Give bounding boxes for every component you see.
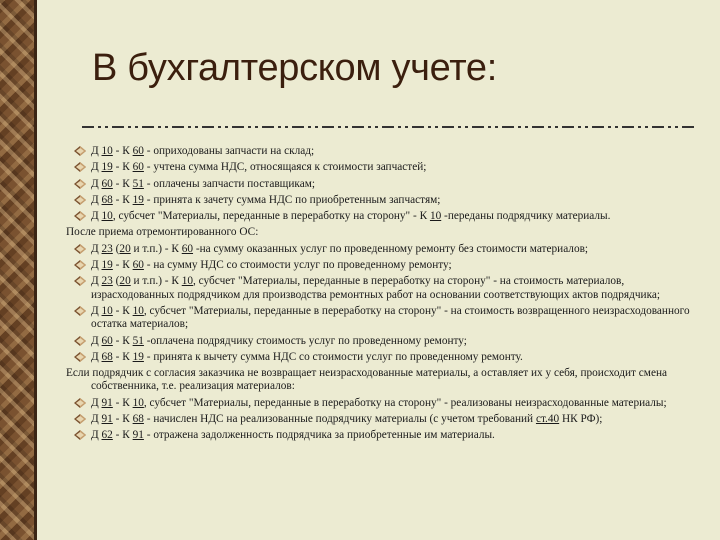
text-run: Д (91, 161, 102, 174)
account-number: 10 (101, 210, 113, 223)
paragraph (66, 367, 706, 394)
text-run: - оприходованы запчасти на склад; (143, 145, 315, 157)
list-item (66, 413, 706, 426)
text-run: Д (91, 177, 102, 190)
bullet-icon (73, 243, 87, 255)
text-run: НК РФ); (559, 413, 603, 426)
list-item (66, 243, 706, 256)
account-number: 62 (101, 429, 113, 442)
text-run: - К (112, 304, 133, 317)
account-number: 10 (181, 275, 194, 288)
account-number: 19 (101, 259, 113, 272)
account-number: 91 (101, 396, 113, 409)
item-text (66, 367, 706, 394)
account-number: 91 (101, 413, 113, 426)
account-number: 19 (101, 161, 113, 174)
text-run: - К (112, 259, 133, 272)
account-number: ст.40 (535, 413, 560, 426)
list-item (66, 161, 706, 174)
account-number: 51 (132, 177, 144, 190)
text-run: и т.п.) - К (130, 242, 182, 255)
text-run: , субсчет "Материалы, переданные в переработку на сторону" - на стоимость материалов, израсходованных подрядчиком для производства ремонтных работ на основании соответствующих актов подрядчика; (91, 275, 661, 301)
account-number: 10 (101, 304, 113, 317)
account-number: 19 (132, 350, 144, 363)
text-run: Д (91, 259, 102, 272)
account-number: 68 (132, 413, 144, 426)
item-text (91, 210, 610, 222)
text-run: Д (91, 413, 102, 426)
text-run: - К (112, 429, 133, 442)
text-run: Д (91, 193, 102, 206)
bullet-icon (73, 351, 87, 363)
account-number: 68 (101, 350, 113, 363)
text-run: - на сумму НДС со стоимости услуг по проведенному ремонту; (143, 259, 452, 272)
account-number: 60 (181, 242, 194, 255)
item-text (91, 305, 690, 330)
bullet-icon (73, 194, 87, 206)
item-text (91, 161, 426, 173)
item-text (91, 259, 452, 271)
account-number: 60 (132, 259, 144, 272)
text-run: -оплачена подрядчику стоимость услуг по проведенному ремонту; (143, 334, 467, 347)
account-number: 60 (101, 334, 113, 347)
text-run: Д (91, 210, 102, 223)
account-number: 10 (429, 210, 442, 223)
account-number: 19 (132, 193, 144, 206)
account-number: 68 (101, 193, 113, 206)
text-run: - К (112, 145, 133, 157)
bullet-icon (73, 259, 87, 271)
text-run: - учтена сумма НДС, относящаяся к стоимости запчастей; (143, 161, 427, 174)
text-run: Д (91, 334, 102, 347)
text-run: После приема отремонтированного ОС: (66, 226, 259, 239)
text-run: Д (91, 429, 102, 442)
text-run: - К (112, 334, 133, 347)
text-run: - К (112, 413, 133, 426)
paragraph (66, 226, 706, 239)
bullet-icon (73, 305, 87, 317)
text-run: -переданы подрядчику материалы. (441, 210, 611, 223)
item-text (91, 335, 467, 347)
list-item (66, 178, 706, 191)
text-run: - отражена задолженность подрядчика за приобретенные им материалы. (143, 429, 495, 442)
bullet-icon (73, 335, 87, 347)
text-run: Д (91, 242, 102, 255)
text-run: ( (112, 242, 120, 255)
decorative-side-strip (0, 0, 34, 540)
list-item (66, 145, 706, 158)
side-strip-border (34, 0, 37, 540)
text-run: - принята к вычету сумма НДС со стоимости услуг по проведенному ремонту. (143, 350, 523, 363)
list-item (66, 397, 706, 410)
text-run: - К (112, 161, 133, 174)
bullet-icon (73, 429, 87, 441)
item-text (91, 243, 588, 255)
list-item (66, 194, 706, 207)
text-run: Если подрядчик с согласия заказчика не возвращает неизрасходованные материалы, а оставляет их у себя, происходит смена собственника, т.е. реализация материалов: (66, 367, 668, 393)
text-run: - принята к зачету сумма НДС по приобретенным запчастям; (143, 193, 441, 206)
bullet-icon (73, 397, 87, 409)
account-number: 51 (132, 334, 144, 347)
bullet-icon (73, 161, 87, 173)
text-run: Д (91, 396, 102, 409)
text-run: -на сумму оказанных услуг по проведенному ремонту без стоимости материалов; (193, 242, 589, 255)
item-text (66, 226, 706, 239)
text-run: и т.п.) - К (130, 275, 182, 288)
account-number: 23 (101, 275, 113, 288)
item-text (91, 397, 667, 409)
account-number: 91 (132, 429, 144, 442)
account-number: 10 (101, 145, 113, 157)
account-number: 10 (132, 304, 144, 317)
bullet-icon (73, 145, 87, 157)
list-item (66, 335, 706, 348)
slide-body (66, 145, 706, 446)
bullet-icon (73, 178, 87, 190)
list-item (66, 210, 706, 223)
text-run: , субсчет "Материалы, переданные в переработку на сторону" - реализованы неизрасходованные материалы; (143, 396, 667, 409)
item-text (91, 429, 495, 441)
item-text (91, 351, 523, 363)
bullet-icon (73, 413, 87, 425)
text-run: Д (91, 350, 102, 363)
account-number: 20 (119, 242, 131, 255)
item-text (91, 178, 315, 190)
slide-title: В бухгалтерском учете: (92, 47, 498, 89)
text-run: , субсчет "Материалы, переданные в переработку на сторону" - К (112, 210, 430, 223)
account-number: 23 (101, 242, 113, 255)
text-run: - К (112, 193, 133, 206)
text-run: - оплачены запчасти поставщикам; (143, 177, 316, 190)
bullet-icon (73, 275, 87, 287)
bullet-icon (73, 210, 87, 222)
text-run: Д (91, 275, 102, 288)
item-text (91, 194, 440, 206)
list-item (66, 429, 706, 442)
list-item (66, 275, 706, 302)
account-number: 20 (119, 275, 131, 288)
text-run: Д (91, 145, 102, 157)
account-number: 10 (132, 396, 144, 409)
list-item (66, 259, 706, 272)
text-run: - К (112, 350, 133, 363)
title-divider (82, 126, 694, 128)
text-run: ( (112, 275, 120, 288)
item-text (91, 413, 602, 425)
account-number: 60 (132, 161, 144, 174)
item-text (91, 145, 314, 157)
text-run: - начислен НДС на реализованные подрядчику материалы (с учетом требований (143, 413, 536, 426)
text-run: , субсчет "Материалы, переданные в переработку на сторону" - на стоимость возвращенного неизрасходованного остатка материалов; (91, 304, 690, 331)
account-number: 60 (101, 177, 113, 190)
text-run: - К (112, 396, 133, 409)
list-item (66, 351, 706, 364)
account-number: 60 (132, 145, 144, 157)
list-item (66, 305, 706, 332)
text-run: Д (91, 304, 102, 317)
item-text (91, 275, 660, 300)
text-run: - К (112, 177, 133, 190)
